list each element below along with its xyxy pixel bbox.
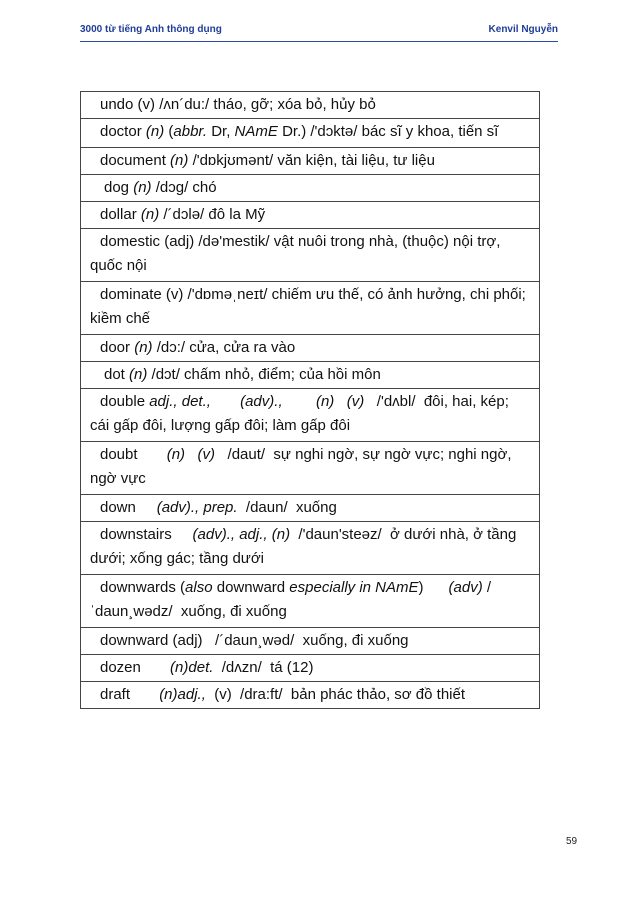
entry-definition: /daun/ xuống — [237, 499, 337, 516]
header-title: 3000 từ tiếng Anh thông dụng — [80, 24, 222, 35]
entry-definition: (v) /'dɒməˌneɪt/ chiếm ưu thế, có ảnh hưởng, chi phối; kiềm chế — [90, 286, 526, 327]
entry-pos: (n) — [170, 152, 189, 169]
entry-pos: (n) — [134, 339, 153, 356]
entry-dot — [81, 362, 539, 389]
entry-pos: (adv)., adj., (n) — [171, 526, 291, 543]
entry-definition: (adj) /´daun¸wəd/ xuống, đi xuống — [172, 632, 409, 649]
entry-region: NAmE — [234, 123, 278, 140]
vocabulary-table — [80, 91, 540, 709]
entry-definition: (v) /ʌn´du:/ tháo, gỡ; xóa bỏ, hủy bỏ — [137, 96, 376, 113]
entry-word: downstairs — [100, 526, 172, 543]
entry-word: dollar — [100, 206, 137, 223]
entry-door — [81, 335, 539, 362]
entry-word: dot — [104, 366, 125, 383]
entry-doubt — [81, 442, 539, 495]
entry-word: domestic — [100, 233, 161, 250]
entry-pos: (adv) — [448, 579, 483, 596]
entry-pos: (n) — [140, 206, 160, 223]
entry-double — [81, 389, 539, 442]
entry-definition: /´dɔlə/ đô la Mỹ — [163, 206, 266, 223]
entry-dog — [81, 175, 539, 202]
entry-word: draft — [100, 686, 131, 703]
entry-abbr: abbr. — [173, 123, 208, 140]
entry-downstairs — [81, 522, 539, 575]
entry-word: dominate — [100, 286, 162, 303]
entry-definition: /daut/ sự nghi ngờ, sự ngờ vực; nghi ngờ, ngờ vực — [90, 446, 516, 487]
entry-text: ( — [168, 123, 174, 140]
entry-pos: (n) (v) — [137, 446, 216, 463]
entry-pos: (n)adj., — [130, 686, 206, 703]
entry-word: doctor — [100, 123, 142, 140]
entry-word: undo — [100, 96, 134, 113]
entry-text: Dr, — [211, 123, 231, 140]
entry-pos: (n)det. — [140, 659, 214, 676]
entry-downward — [81, 628, 539, 655]
entry-draft — [81, 682, 539, 709]
entry-definition: /'daun'steəz/ ở dưới nhà, ở tầng dưới; xống gác; tầng dưới — [90, 526, 521, 567]
entry-pos: (n) — [145, 123, 165, 140]
entry-definition: /dɔ:/ cửa, cửa ra vào — [156, 339, 296, 356]
entry-pos: adj., det., (adv)., (n) (v) — [149, 393, 365, 410]
entry-doctor — [81, 119, 539, 148]
entry-definition: (v) /dra:ft/ bản phác thảo, sơ đồ thiết — [205, 686, 466, 703]
header-divider — [80, 41, 558, 42]
entry-definition: /dɔt/ chấm nhỏ, điểm; của hồi môn — [151, 366, 381, 383]
entry-text: ) — [418, 579, 449, 596]
entry-document — [81, 148, 539, 175]
entry-dominate — [81, 282, 539, 335]
entry-also: also — [185, 579, 213, 596]
entry-definition: /'dɒkjʊmənt/ văn kiện, tài liệu, tư liệu — [192, 152, 435, 169]
entry-text: downward — [216, 579, 286, 596]
entry-dollar — [81, 202, 539, 229]
entry-definition: /dɔg/ chó — [155, 179, 217, 196]
entry-pos: (adv)., prep. — [135, 499, 238, 516]
entry-word: down — [100, 499, 136, 516]
entry-definition: Dr.) /'dɔktə/ bác sĩ y khoa, tiến sĩ — [282, 123, 499, 140]
entry-undo — [81, 92, 539, 119]
entry-definition: /'dʌbl/ đôi, hai, kép; cái gấp đôi, lượng gấp đôi; làm gấp đôi — [90, 393, 514, 434]
entry-domestic — [81, 229, 539, 282]
entry-downwards — [81, 575, 539, 628]
page-number: 59 — [566, 836, 578, 847]
entry-pos: (n) — [133, 179, 152, 196]
entry-word: dozen — [100, 659, 141, 676]
entry-dozen — [81, 655, 539, 682]
entry-text: ( — [180, 579, 186, 596]
entry-definition: (adj) /də'mestik/ vật nuôi trong nhà, (thuộc) nội trợ, quốc nội — [90, 233, 501, 274]
entry-definition: /dʌzn/ tá (12) — [213, 659, 314, 676]
entry-word: dog — [104, 179, 130, 196]
entry-word: downwards — [100, 579, 176, 596]
entry-down — [81, 495, 539, 522]
entry-word: doubt — [100, 446, 138, 463]
header-author: Kenvil Nguyễn — [488, 24, 558, 35]
entry-word: door — [100, 339, 131, 356]
entry-pos: (n) — [129, 366, 148, 383]
entry-word: downward — [100, 632, 169, 649]
entry-word: document — [100, 152, 166, 169]
entry-word: double — [100, 393, 146, 410]
entry-definition: /ˈdaun¸wədz/ xuống, đi xuống — [90, 579, 492, 620]
entry-region: especially in NAmE — [289, 579, 419, 596]
